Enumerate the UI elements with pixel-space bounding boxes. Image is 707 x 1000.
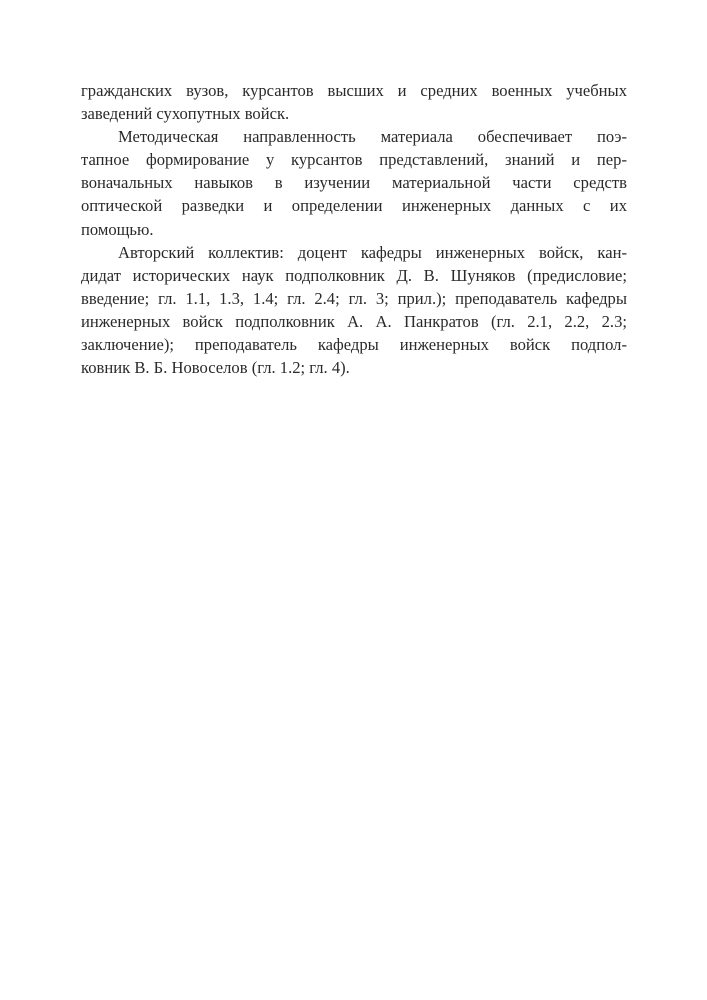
paragraph-1-line-2: заведений сухопутных войск. [81,104,290,124]
paragraph-3-line-6: ковник В. Б. Новоселов (гл. 1.2; гл. 4). [81,358,350,378]
paragraph-3-line-1: Авторский коллектив: доцент кафедры инженерных войск, кан- [118,242,627,262]
paragraph-3-line-3: введение; гл. 1.1, 1.3, 1.4; гл. 2.4; гл. 3; прил.); преподаватель кафедры [81,288,627,308]
paragraph-3-line-2: дидат исторических наук подполковник Д. В. Шуняков (предисловие; [81,265,627,285]
paragraph-3-line-4: инженерных войск подполковник А. А. Панкратов (гл. 2.1, 2.2, 2.3; [81,311,627,331]
body-text [81,79,627,379]
paragraph-2-line-2: тапное формирование у курсантов представлений, знаний и пер- [81,150,627,170]
paragraph-2-line-1: Методическая направленность материала обеспечивает поэ- [118,127,627,147]
paragraph-1-line-1: гражданских вузов, курсантов высших и средних военных учебных [81,81,627,100]
paragraph-3-line-5: заключение); преподаватель кафедры инженерных войск подпол- [81,335,627,355]
paragraph-2-line-3: воначальных навыков в изучении материальной части средств [81,173,627,193]
paragraph-2-line-5: помощью. [81,219,154,239]
paragraph-2-line-4: оптической разведки и определении инженерных данных с их [81,196,627,216]
